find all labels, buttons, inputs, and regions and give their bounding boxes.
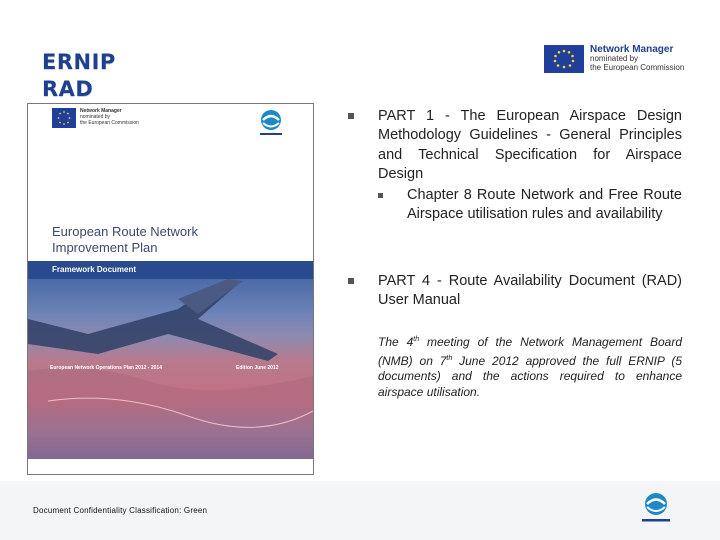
nmb-note bbox=[378, 332, 682, 400]
cover-edition-text: Edition June 2012 bbox=[236, 365, 279, 371]
logo-name: Network Manager bbox=[590, 44, 674, 55]
network-manager-logo bbox=[544, 45, 694, 75]
part4-text: PART 4 - Route Availability Document (RAD) User Manual bbox=[378, 273, 682, 309]
note-text-a: The 4 bbox=[378, 335, 414, 349]
cover-nm-line3: the European Commission bbox=[80, 120, 139, 126]
eu-flag-icon bbox=[544, 45, 584, 73]
cover-eu-flag-icon bbox=[52, 108, 76, 128]
cover-ops-text: European Network Operations Plan 2012 - 2014 bbox=[50, 365, 162, 371]
note-sup-2: th bbox=[446, 354, 453, 362]
note-sup-1: th bbox=[413, 336, 420, 343]
bullet-square-icon bbox=[378, 193, 383, 198]
cover-title-line1: European Route Network bbox=[52, 224, 198, 239]
note-text-b: meeting of the Network Management Board (NMB) on 7 bbox=[378, 335, 682, 368]
document-cover-image bbox=[27, 103, 314, 475]
cover-nm-line1: Network Manager bbox=[80, 108, 122, 114]
bullet-square-icon bbox=[348, 278, 354, 284]
page-title: ERNIP bbox=[42, 50, 116, 74]
cover-map-image bbox=[28, 279, 313, 361]
cover-band: Framework Document bbox=[28, 261, 313, 279]
part1-sub-text: Chapter 8 Route Network and Free Route Airspace utilisation rules and availability bbox=[407, 187, 682, 223]
page-subtitle: RAD bbox=[42, 77, 94, 101]
bullet-square-icon bbox=[348, 113, 354, 119]
bullet-part4 bbox=[348, 272, 682, 311]
cover-title-line2: Improvement Plan bbox=[52, 240, 158, 255]
cover-nm-line2: nominated by bbox=[80, 114, 111, 120]
confidentiality-classification: Document Confidentiality Classification: Green bbox=[33, 506, 208, 515]
note-text-c: June 2012 approved the full ERNIP (5 documents) and the actions required to enhance airspace utilisation. bbox=[378, 353, 682, 399]
sub-bullet-chapter8 bbox=[378, 186, 682, 225]
eurocontrol-footer-logo-icon bbox=[636, 490, 676, 526]
eurocontrol-logo-icon bbox=[254, 108, 288, 138]
bullet-part1 bbox=[348, 107, 682, 225]
cover-map-lower-image bbox=[28, 361, 313, 459]
logo-line3: the European Commission bbox=[590, 63, 685, 72]
logo-line2: nominated by bbox=[590, 54, 639, 63]
part1-text: PART 1 - The European Airspace Design Methodology Guidelines - General Principles and Technical Specification for Airspace Design bbox=[378, 108, 682, 182]
